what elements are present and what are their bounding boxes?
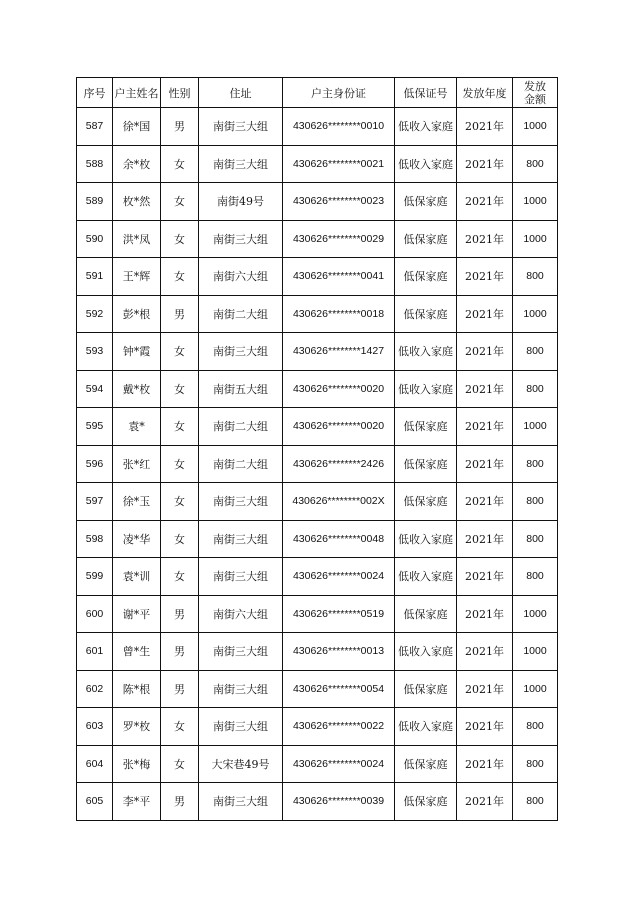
cell-gender: 女 xyxy=(161,333,199,371)
cell-year: 2021年 xyxy=(457,145,513,183)
cell-year: 2021年 xyxy=(457,483,513,521)
cell-id-card: 430626********0039 xyxy=(283,783,395,821)
cell-amount: 800 xyxy=(513,745,558,783)
cell-name: 李*平 xyxy=(113,783,161,821)
cell-name: 曾*生 xyxy=(113,633,161,671)
cell-amount: 800 xyxy=(513,558,558,596)
table-row xyxy=(77,745,558,783)
cell-year: 2021年 xyxy=(457,108,513,146)
cell-gender: 男 xyxy=(161,595,199,633)
cell-serial: 595 xyxy=(77,408,113,446)
cell-year: 2021年 xyxy=(457,333,513,371)
cell-id-card: 430626********0010 xyxy=(283,108,395,146)
header-amount-line-1: 发放 xyxy=(524,79,546,93)
cell-certificate: 低保家庭 xyxy=(395,445,457,483)
cell-amount: 1000 xyxy=(513,633,558,671)
table-row xyxy=(77,633,558,671)
table-row xyxy=(77,408,558,446)
cell-serial: 599 xyxy=(77,558,113,596)
cell-id-card: 430626********0029 xyxy=(283,220,395,258)
table-row xyxy=(77,445,558,483)
cell-name: 袁*训 xyxy=(113,558,161,596)
cell-amount: 800 xyxy=(513,783,558,821)
cell-name: 余*枚 xyxy=(113,145,161,183)
cell-amount: 800 xyxy=(513,708,558,746)
cell-serial: 587 xyxy=(77,108,113,146)
cell-amount: 1000 xyxy=(513,670,558,708)
cell-serial: 598 xyxy=(77,520,113,558)
cell-amount: 1000 xyxy=(513,108,558,146)
cell-name: 枚*然 xyxy=(113,183,161,221)
table-row xyxy=(77,370,558,408)
table-row xyxy=(77,595,558,633)
cell-gender: 女 xyxy=(161,520,199,558)
cell-address: 南街三大组 xyxy=(199,333,283,371)
table-row xyxy=(77,220,558,258)
cell-address: 南街二大组 xyxy=(199,408,283,446)
cell-name: 戴*枚 xyxy=(113,370,161,408)
cell-id-card: 430626********0024 xyxy=(283,745,395,783)
cell-serial: 593 xyxy=(77,333,113,371)
cell-name: 徐*玉 xyxy=(113,483,161,521)
cell-id-card: 430626********0054 xyxy=(283,670,395,708)
cell-id-card: 430626********0041 xyxy=(283,258,395,296)
cell-id-card: 430626********0013 xyxy=(283,633,395,671)
cell-year: 2021年 xyxy=(457,295,513,333)
cell-year: 2021年 xyxy=(457,258,513,296)
table-row xyxy=(77,558,558,596)
cell-gender: 男 xyxy=(161,670,199,708)
cell-address: 南街三大组 xyxy=(199,145,283,183)
cell-address: 南街三大组 xyxy=(199,483,283,521)
cell-serial: 590 xyxy=(77,220,113,258)
cell-amount: 800 xyxy=(513,258,558,296)
cell-year: 2021年 xyxy=(457,370,513,408)
cell-gender: 女 xyxy=(161,445,199,483)
table-row xyxy=(77,258,558,296)
cell-address: 南街六大组 xyxy=(199,595,283,633)
cell-address: 南街二大组 xyxy=(199,295,283,333)
cell-amount: 800 xyxy=(513,333,558,371)
cell-serial: 601 xyxy=(77,633,113,671)
cell-serial: 591 xyxy=(77,258,113,296)
cell-id-card: 430626********2426 xyxy=(283,445,395,483)
cell-amount: 800 xyxy=(513,483,558,521)
table-row xyxy=(77,108,558,146)
cell-name: 张*梅 xyxy=(113,745,161,783)
table-row xyxy=(77,483,558,521)
cell-address: 南街二大组 xyxy=(199,445,283,483)
cell-serial: 602 xyxy=(77,670,113,708)
cell-amount: 1000 xyxy=(513,595,558,633)
cell-id-card: 430626********0023 xyxy=(283,183,395,221)
cell-gender: 女 xyxy=(161,558,199,596)
cell-year: 2021年 xyxy=(457,745,513,783)
cell-amount: 800 xyxy=(513,370,558,408)
cell-certificate: 低收入家庭 xyxy=(395,558,457,596)
cell-id-card: 430626********0519 xyxy=(283,595,395,633)
cell-name: 陈*根 xyxy=(113,670,161,708)
table-row xyxy=(77,520,558,558)
cell-name: 罗*枚 xyxy=(113,708,161,746)
cell-gender: 女 xyxy=(161,408,199,446)
cell-year: 2021年 xyxy=(457,445,513,483)
cell-address: 南街三大组 xyxy=(199,633,283,671)
cell-name: 凌*华 xyxy=(113,520,161,558)
cell-year: 2021年 xyxy=(457,183,513,221)
header-row xyxy=(77,78,558,108)
cell-gender: 女 xyxy=(161,483,199,521)
cell-gender: 女 xyxy=(161,745,199,783)
cell-certificate: 低保家庭 xyxy=(395,483,457,521)
cell-certificate: 低保家庭 xyxy=(395,258,457,296)
cell-gender: 男 xyxy=(161,783,199,821)
header-certificate-no: 低保证号 xyxy=(395,78,457,108)
cell-certificate: 低保家庭 xyxy=(395,595,457,633)
header-id-card: 户主身份证 xyxy=(283,78,395,108)
cell-amount: 800 xyxy=(513,145,558,183)
cell-year: 2021年 xyxy=(457,595,513,633)
cell-serial: 588 xyxy=(77,145,113,183)
cell-certificate: 低保家庭 xyxy=(395,408,457,446)
cell-certificate: 低保家庭 xyxy=(395,745,457,783)
cell-name: 彭*根 xyxy=(113,295,161,333)
cell-certificate: 低收入家庭 xyxy=(395,333,457,371)
cell-certificate: 低收入家庭 xyxy=(395,108,457,146)
cell-certificate: 低收入家庭 xyxy=(395,370,457,408)
cell-certificate: 低保家庭 xyxy=(395,295,457,333)
cell-amount: 1000 xyxy=(513,408,558,446)
cell-amount: 1000 xyxy=(513,295,558,333)
cell-gender: 女 xyxy=(161,220,199,258)
cell-serial: 596 xyxy=(77,445,113,483)
cell-serial: 600 xyxy=(77,595,113,633)
cell-year: 2021年 xyxy=(457,670,513,708)
table-row xyxy=(77,670,558,708)
cell-name: 洪*凤 xyxy=(113,220,161,258)
cell-name: 徐*国 xyxy=(113,108,161,146)
cell-serial: 603 xyxy=(77,708,113,746)
cell-id-card: 430626********002X xyxy=(283,483,395,521)
cell-certificate: 低保家庭 xyxy=(395,183,457,221)
cell-serial: 589 xyxy=(77,183,113,221)
cell-gender: 男 xyxy=(161,633,199,671)
cell-certificate: 低保家庭 xyxy=(395,670,457,708)
cell-amount: 800 xyxy=(513,445,558,483)
cell-address: 大宋巷49号 xyxy=(199,745,283,783)
cell-serial: 604 xyxy=(77,745,113,783)
cell-address: 南街三大组 xyxy=(199,558,283,596)
cell-address: 南街三大组 xyxy=(199,108,283,146)
cell-serial: 592 xyxy=(77,295,113,333)
cell-year: 2021年 xyxy=(457,558,513,596)
cell-gender: 女 xyxy=(161,145,199,183)
table-row xyxy=(77,783,558,821)
cell-certificate: 低收入家庭 xyxy=(395,520,457,558)
table-row xyxy=(77,295,558,333)
cell-year: 2021年 xyxy=(457,520,513,558)
cell-id-card: 430626********0048 xyxy=(283,520,395,558)
cell-serial: 605 xyxy=(77,783,113,821)
header-address: 住址 xyxy=(199,78,283,108)
cell-gender: 女 xyxy=(161,370,199,408)
cell-amount: 1000 xyxy=(513,183,558,221)
cell-address: 南街三大组 xyxy=(199,220,283,258)
cell-certificate: 低收入家庭 xyxy=(395,145,457,183)
header-year: 发放年度 xyxy=(457,78,513,108)
cell-amount: 1000 xyxy=(513,220,558,258)
cell-certificate: 低收入家庭 xyxy=(395,633,457,671)
header-amount-line-2: 金额 xyxy=(524,92,546,106)
cell-id-card: 430626********0021 xyxy=(283,145,395,183)
cell-address: 南街三大组 xyxy=(199,520,283,558)
cell-address: 南街49号 xyxy=(199,183,283,221)
cell-certificate: 低保家庭 xyxy=(395,783,457,821)
cell-year: 2021年 xyxy=(457,408,513,446)
cell-address: 南街六大组 xyxy=(199,258,283,296)
cell-id-card: 430626********0020 xyxy=(283,370,395,408)
allowance-table xyxy=(76,77,558,821)
table-row xyxy=(77,145,558,183)
cell-id-card: 430626********0020 xyxy=(283,408,395,446)
cell-gender: 女 xyxy=(161,258,199,296)
table-row xyxy=(77,708,558,746)
cell-name: 袁* xyxy=(113,408,161,446)
cell-name: 谢*平 xyxy=(113,595,161,633)
cell-id-card: 430626********0022 xyxy=(283,708,395,746)
cell-gender: 女 xyxy=(161,183,199,221)
cell-serial: 594 xyxy=(77,370,113,408)
cell-year: 2021年 xyxy=(457,783,513,821)
cell-address: 南街三大组 xyxy=(199,670,283,708)
cell-certificate: 低收入家庭 xyxy=(395,708,457,746)
table-row xyxy=(77,183,558,221)
cell-id-card: 430626********0018 xyxy=(283,295,395,333)
cell-gender: 女 xyxy=(161,708,199,746)
cell-year: 2021年 xyxy=(457,633,513,671)
cell-id-card: 430626********1427 xyxy=(283,333,395,371)
cell-address: 南街三大组 xyxy=(199,783,283,821)
cell-year: 2021年 xyxy=(457,708,513,746)
cell-name: 钟*霞 xyxy=(113,333,161,371)
cell-certificate: 低保家庭 xyxy=(395,220,457,258)
header-householder-name: 户主姓名 xyxy=(113,78,161,108)
header-amount xyxy=(513,78,558,108)
cell-year: 2021年 xyxy=(457,220,513,258)
header-serial: 序号 xyxy=(77,78,113,108)
cell-id-card: 430626********0024 xyxy=(283,558,395,596)
cell-name: 张*红 xyxy=(113,445,161,483)
cell-name: 王*辉 xyxy=(113,258,161,296)
cell-gender: 男 xyxy=(161,295,199,333)
cell-address: 南街五大组 xyxy=(199,370,283,408)
cell-amount: 800 xyxy=(513,520,558,558)
header-gender: 性别 xyxy=(161,78,199,108)
cell-serial: 597 xyxy=(77,483,113,521)
cell-address: 南街三大组 xyxy=(199,708,283,746)
cell-gender: 男 xyxy=(161,108,199,146)
table-row xyxy=(77,333,558,371)
